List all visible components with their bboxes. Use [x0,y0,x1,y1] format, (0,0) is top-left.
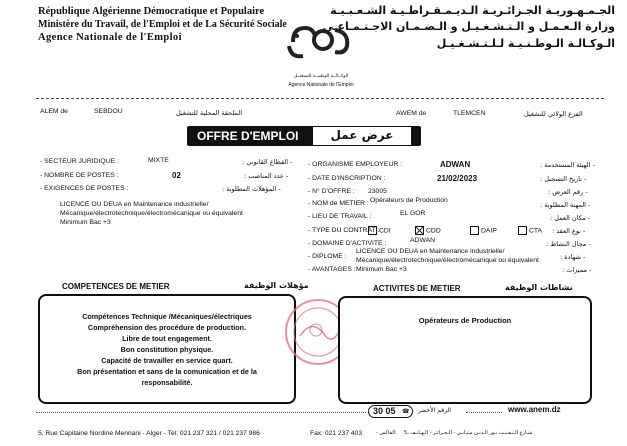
organisme-value: ADWAN [440,160,471,169]
lieu-label: - LIEU DE TRAVAIL : [308,213,372,220]
footer-separator-left [36,412,366,413]
exigences-line-2: Mécanique/électrotechnique/électromécanique ou équivalent [60,210,243,217]
competence-line-6: Bon présentation et sans de la comunication et de la [77,367,257,376]
organisme-arabic-label: - الهيئة المستخدمة : [540,161,595,169]
competence-line-3: Libre de tout engagement. [122,334,212,343]
header-fr-agency: Agence Nationale de l'Emploi [38,32,182,43]
date-value: 21/02/2023 [437,174,478,183]
competences-title: COMPETENCES DE METIER [62,282,170,291]
activites-title: ACTIVITES DE METIER [373,284,461,293]
activite-line-1: Opérateurs de Production [418,316,512,325]
green-number-arabic-label: الرقم الأخضر [418,407,451,414]
footer-address-arabic: 5، شـارع الـنـقـيـب نـور الـديـن مـنـانـي - الـجـزائـر - الـهـاتـف [404,430,533,436]
contrat-arabic-label: - نوع العقد : [552,227,586,235]
contrat-option-cdd[interactable]: CDD [415,226,441,235]
contrat-option-cdi[interactable]: CDI [368,226,391,235]
footer-separator-right [466,412,502,413]
footer-fax: Fax: 021 237 403 [310,430,363,437]
exigences-line-3: Minimum Bac +3 [60,219,111,226]
header-ar-ministry: وزارة الـعـمـل و الـتـشـغـيـل و الـضـمـان الاجـتـمـاعـي [322,20,615,33]
contrat-option-daip[interactable]: DAIP [470,226,497,235]
competence-line-5: Capacité de travailler en service quart. [101,356,233,365]
footer-fax-arabic: - الفاكس: [376,430,397,436]
exigences-label: - EXIGENCES DE POSTES : [40,185,129,192]
metier-arabic-label: - المهنة المطلوبة : [540,201,591,209]
diplome-arabic-label: - شهادة : [560,253,586,261]
avantages-value: Minimum Bac +3 [356,266,407,273]
organisme-label: - ORGANISME EMPLOYEUR : [308,161,403,168]
metier-value: Opérateurs de Production [370,197,448,204]
secteur-label: - SECTEUR JURIDIQUE : [40,158,119,165]
awem-label: AWEM de [396,110,427,117]
domaine-arabic-label: - مجال النشاط : [546,240,591,248]
title-ar: عرض عمل [330,128,394,142]
lieu-value: EL GOR [400,210,426,217]
logo-arabic-caption: الوكــالــة الوطنيــة للتشغيــل [293,74,349,79]
domaine-label: - DOMAINE D'ACTIVITE : [308,240,387,247]
offre-arabic-label: - رقم العرض : [548,188,588,196]
green-number-value: 30 05 [373,406,396,416]
contrat-label: - TYPE DU CONTRAT : [308,227,380,234]
avantages-arabic-label: - مميزات : [562,266,592,274]
date-label: - DATE D'INSCRIPTION : [308,175,386,182]
exigences-arabic-label: - المؤهلات المطلوبة : [222,185,281,193]
secteur-arabic-label: - القطاع القانوني : [242,158,293,166]
cdd-checkbox-checked[interactable] [415,226,424,235]
header-ar-agency: الـوكـالـة الـوطـنـيـة لـلـتـشـغـيـل [436,37,615,50]
header-fr-ministry: Ministère du Travail, de l'Emploi et de La Sécurité Sociale [38,19,287,30]
lieu-arabic-label: - مكان العمل : [550,214,591,222]
competence-line-7: responsabilité. [141,378,193,387]
header-fr-republic: République Algérienne Démocratique et Populaire [38,6,265,17]
contrat-option-cta[interactable]: CTA [518,226,542,235]
exigences-line-1: LICENCE OU DEUA en Maintenance industrielle/ [60,201,209,208]
phone-icon: ☎ [402,409,410,415]
activites-title-arabic: نشاطات الوظيفة [505,283,573,292]
title-banner [187,126,421,146]
website-link[interactable]: www.anem.dz [508,405,561,414]
anem-logo-icon [283,22,355,70]
awem-arabic-label: الفرع الولائي للتشغيل [524,110,583,118]
alem-value: SEBDOU [94,108,123,115]
offre-value: 23005 [368,188,387,195]
competence-line-2: Compréhension des procédure de production. [87,323,247,332]
diplome-line-1: LICENCE OU DEUA en Maintenance industrielle/ [356,248,505,255]
cta-checkbox[interactable] [518,226,527,235]
date-arabic-label: - تاريخ التسجيل : [540,175,587,183]
anem-logo [283,22,355,70]
competences-title-arabic: مؤهلات الوظيفة [244,281,309,290]
alem-label: ALEM de [40,108,68,115]
avantages-label: - AVANTAGES : [308,266,356,273]
competences-box [38,294,296,404]
title-fr: OFFRE D'EMPLOI [197,129,299,143]
cdi-checkbox[interactable] [368,226,377,235]
header-separator [36,98,604,99]
metier-label: - NOM de METIER : [308,200,369,207]
secteur-value: MIXTE [148,157,169,164]
diplome-label: - DIPLOME : [308,253,347,260]
header-ar-republic: الجـمـهـوريـة الجـزائـريـة الـديـمـقـراطـيـة الشـعـبـيـة [330,4,615,17]
competence-line-1: Compétences Technique /Mécaniques/électriques [82,312,252,321]
logo-french-caption: Agence Nationale de l'Emploi [288,82,354,88]
footer-address: 5, Rue Capitaine Nordine Mennani - Alger - Tel: 021 237 321 / 021 237 986 [38,430,260,437]
awem-value: TLEMCEN [453,110,486,117]
postes-label: - NOMBRE DE POSTES : [40,172,119,179]
diplome-line-2: Mécanique/électrotechnique/électromécanique ou équivalent [356,257,539,264]
daip-checkbox[interactable] [470,226,479,235]
postes-value: 02 [172,171,181,180]
offre-label: - N° D'OFFRE : [308,188,355,195]
activites-box [338,296,592,404]
alem-arabic-label: الملحقة المحلية للتشغيل [176,109,243,117]
competence-line-4: Bon constitution physique. [120,345,214,354]
postes-arabic-label: - عدد المناصب : [244,172,289,180]
green-number-badge [368,405,413,418]
domaine-value: ADWAN [410,237,436,244]
